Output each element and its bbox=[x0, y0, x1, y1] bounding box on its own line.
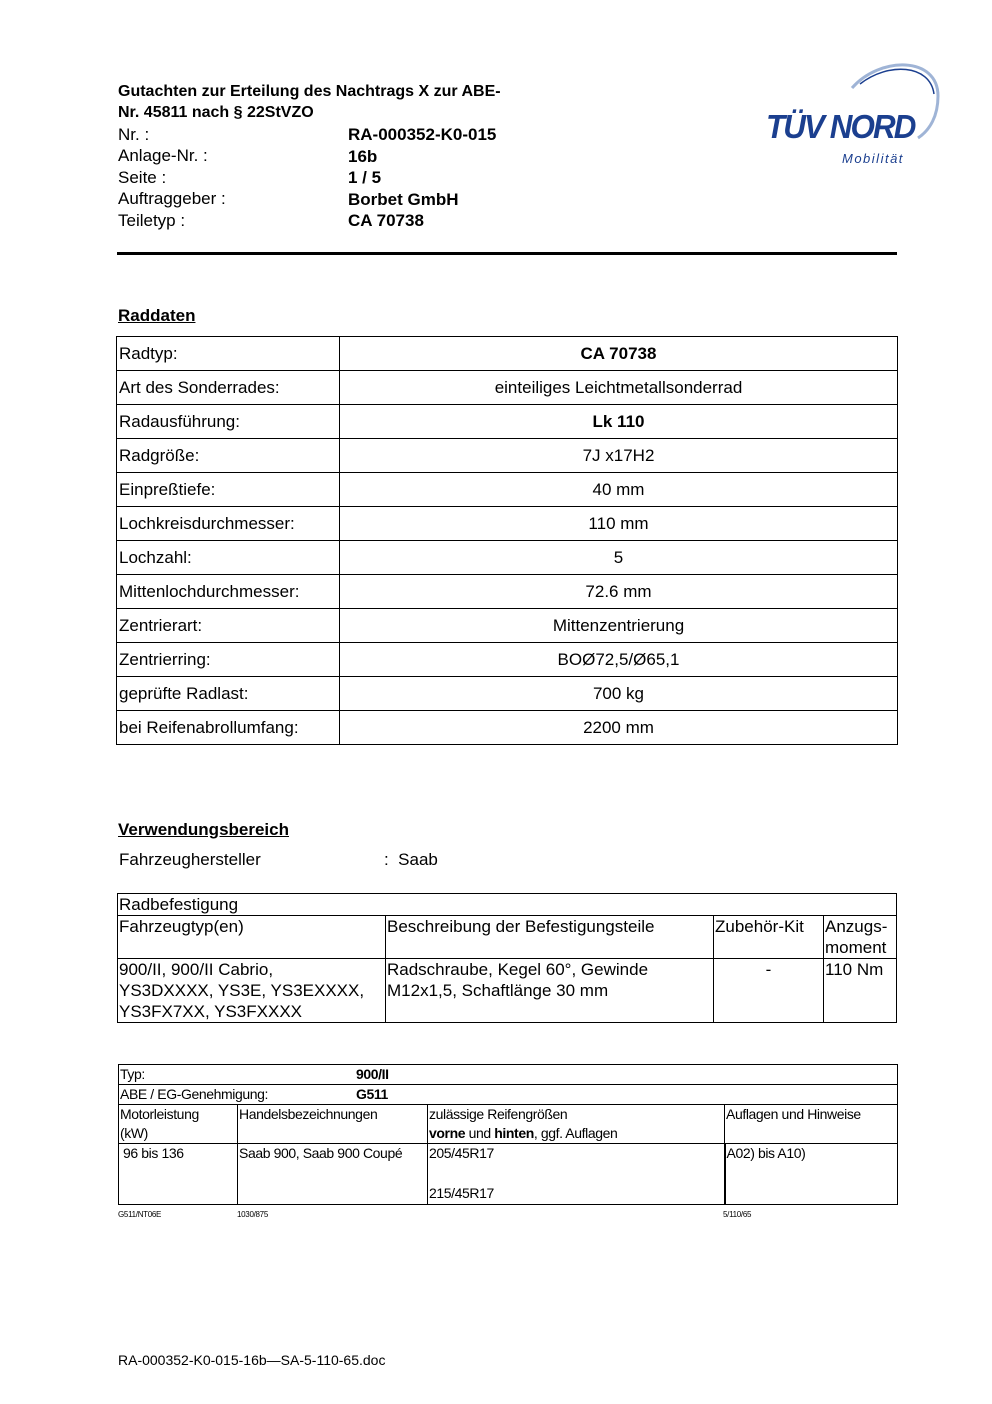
header-vorne: vorne bbox=[429, 1125, 466, 1141]
type-line: 900/II, 900/II Cabrio, bbox=[119, 960, 274, 979]
header-field-seite bbox=[118, 167, 578, 188]
header-label: Anlage-Nr. : bbox=[118, 146, 208, 165]
cell-fahrzeugtypen bbox=[118, 959, 386, 1023]
header-reifen-line1: zulässige Reifengrößen bbox=[429, 1106, 568, 1122]
header-reifen-line2 bbox=[429, 1124, 723, 1143]
row-key: Art des Sonderrades: bbox=[117, 371, 340, 405]
header-motor-line2: (kW) bbox=[120, 1125, 148, 1141]
desc-line: Radschraube, Kegel 60°, Gewinde bbox=[387, 960, 649, 979]
header-field-teiletyp bbox=[118, 210, 578, 231]
table-header-row bbox=[119, 1105, 898, 1144]
raddaten-table bbox=[116, 336, 898, 745]
header-zubehoer: Zubehör-Kit bbox=[714, 916, 824, 959]
table-row bbox=[119, 1144, 898, 1205]
header-value: 16b bbox=[348, 147, 378, 166]
row-key: geprüfte Radlast: bbox=[117, 677, 340, 711]
header-beschreibung: Beschreibung der Befestigungsteile bbox=[386, 916, 714, 959]
row-value: CA 70738 bbox=[340, 337, 898, 371]
row-key: Radtyp: bbox=[117, 337, 340, 371]
table-row bbox=[117, 405, 898, 439]
typ-table bbox=[118, 1064, 898, 1205]
row-value: einteiliges Leichtmetallsonderrad bbox=[340, 371, 898, 405]
row-key: Mittenlochdurchmesser: bbox=[117, 575, 340, 609]
title-line-1: Gutachten zur Erteilung des Nachtrags X zur ABE- bbox=[118, 83, 501, 100]
row-key: bei Reifenabrollumfang: bbox=[117, 711, 340, 745]
footer-filename: RA-000352-K0-015-16b—SA-5-110-65.doc bbox=[118, 1352, 386, 1368]
table-row bbox=[117, 439, 898, 473]
table-row bbox=[117, 541, 898, 575]
cell-beschreibung bbox=[386, 959, 714, 1023]
table-header-row bbox=[118, 916, 897, 959]
befestigung-title: Radbefestigung bbox=[118, 894, 897, 916]
typ-value: 900/II bbox=[356, 1066, 389, 1082]
abe-label: ABE / EG-Genehmigung: bbox=[120, 1086, 269, 1102]
header-fahrzeugtyp: Fahrzeugtyp(en) bbox=[118, 916, 386, 959]
type-line: YS3FX7XX, YS3FXXXX bbox=[119, 1002, 302, 1021]
row-key: Einpreßtiefe: bbox=[117, 473, 340, 507]
row-key: Radausführung: bbox=[117, 405, 340, 439]
header-divider bbox=[117, 252, 897, 255]
table-row bbox=[117, 677, 898, 711]
typ-row bbox=[119, 1065, 898, 1085]
header-und: und bbox=[465, 1125, 495, 1141]
cell-handel: Saab 900, Saab 900 Coupé bbox=[238, 1144, 428, 1205]
hersteller-value: : Saab bbox=[384, 850, 438, 869]
header-hinten: hinten bbox=[494, 1125, 534, 1141]
header-anzugsmoment-line1: Anzugs- bbox=[825, 917, 888, 936]
row-key: Zentrierart: bbox=[117, 609, 340, 643]
table-row bbox=[117, 711, 898, 745]
row-value: Lk 110 bbox=[340, 405, 898, 439]
row-value: 110 mm bbox=[340, 507, 898, 541]
row-value: Mittenzentrierung bbox=[340, 609, 898, 643]
table-row bbox=[117, 609, 898, 643]
table-row bbox=[117, 473, 898, 507]
table-row bbox=[119, 1065, 898, 1085]
title-line-2: Nr. 45811 nach § 22StVZO bbox=[118, 104, 314, 121]
logo-brand: TÜV NORD bbox=[766, 108, 915, 145]
row-key: Lochzahl: bbox=[117, 541, 340, 575]
row-value: 7J x17H2 bbox=[340, 439, 898, 473]
table-row bbox=[117, 371, 898, 405]
cell-kit: - bbox=[714, 959, 824, 1023]
row-value: 72.6 mm bbox=[340, 575, 898, 609]
table-row bbox=[118, 894, 897, 916]
header-rest: , ggf. Auflagen bbox=[533, 1125, 618, 1141]
header-motor-line1: Motorleistung bbox=[120, 1106, 199, 1122]
header-label: Nr. : bbox=[118, 125, 150, 144]
foot-code-3: 5/110/65 bbox=[723, 1210, 752, 1219]
table-row bbox=[117, 507, 898, 541]
befestigung-table bbox=[117, 893, 897, 1023]
row-key: Zentrierring: bbox=[117, 643, 340, 677]
header-fields bbox=[118, 124, 578, 231]
cell-moment: 110 Nm bbox=[824, 959, 897, 1023]
header-field-anlage bbox=[118, 145, 578, 167]
cell-auflagen: A02) bis A10) bbox=[725, 1144, 898, 1205]
header-value: RA-000352-K0-015 bbox=[348, 125, 497, 144]
document-title bbox=[118, 81, 501, 123]
header-label: Auftraggeber : bbox=[118, 189, 226, 208]
row-value: BOØ72,5/Ø65,1 bbox=[340, 643, 898, 677]
type-line: YS3DXXXX, YS3E, YS3EXXXX, bbox=[119, 981, 365, 1000]
row-key: Lochkreisdurchmesser: bbox=[117, 507, 340, 541]
row-value: 40 mm bbox=[340, 473, 898, 507]
header-label: Seite : bbox=[118, 168, 167, 187]
table-row bbox=[117, 643, 898, 677]
reifen-line: 205/45R17 bbox=[429, 1145, 494, 1161]
header-auflagen: Auflagen und Hinweise bbox=[725, 1105, 898, 1144]
header-motorleistung bbox=[119, 1105, 238, 1144]
cell-reifen bbox=[428, 1144, 725, 1205]
table-row bbox=[119, 1085, 898, 1105]
table-row bbox=[117, 337, 898, 371]
table-row bbox=[118, 959, 897, 1023]
foot-code-2: 1030/875 bbox=[237, 1210, 268, 1219]
header-anzugsmoment-line2: moment bbox=[825, 938, 887, 957]
cell-motor: 96 bis 136 bbox=[119, 1144, 238, 1205]
logo-subtitle: Mobilität bbox=[842, 151, 904, 166]
row-value: 5 bbox=[340, 541, 898, 575]
header-value: Borbet GmbH bbox=[348, 190, 459, 209]
header-label: Teiletyp : bbox=[118, 211, 186, 230]
raddaten-title: Raddaten bbox=[118, 306, 196, 325]
reifen-line: 215/45R17 bbox=[429, 1185, 494, 1201]
header-field-auftraggeber bbox=[118, 188, 578, 210]
header-value: 1 / 5 bbox=[348, 168, 382, 187]
header-anzugsmoment bbox=[824, 916, 897, 959]
typ-label: Typ: bbox=[120, 1066, 145, 1082]
row-value: 700 kg bbox=[340, 677, 898, 711]
header-field-nr bbox=[118, 124, 578, 145]
header-value: CA 70738 bbox=[348, 211, 424, 230]
header-handelsbezeichnungen: Handelsbezeichnungen bbox=[238, 1105, 428, 1144]
desc-line: M12x1,5, Schaftlänge 30 mm bbox=[387, 981, 609, 1000]
foot-code-1: G511/NT06E bbox=[118, 1210, 162, 1219]
abe-value: G511 bbox=[356, 1086, 388, 1102]
abe-row bbox=[119, 1085, 898, 1105]
row-key: Radgröße: bbox=[117, 439, 340, 473]
row-value: 2200 mm bbox=[340, 711, 898, 745]
hersteller-label: Fahrzeughersteller bbox=[119, 850, 261, 869]
verwendung-title: Verwendungsbereich bbox=[118, 820, 289, 839]
table-row bbox=[117, 575, 898, 609]
tuv-nord-logo bbox=[760, 58, 945, 173]
header-reifengroessen bbox=[428, 1105, 725, 1144]
